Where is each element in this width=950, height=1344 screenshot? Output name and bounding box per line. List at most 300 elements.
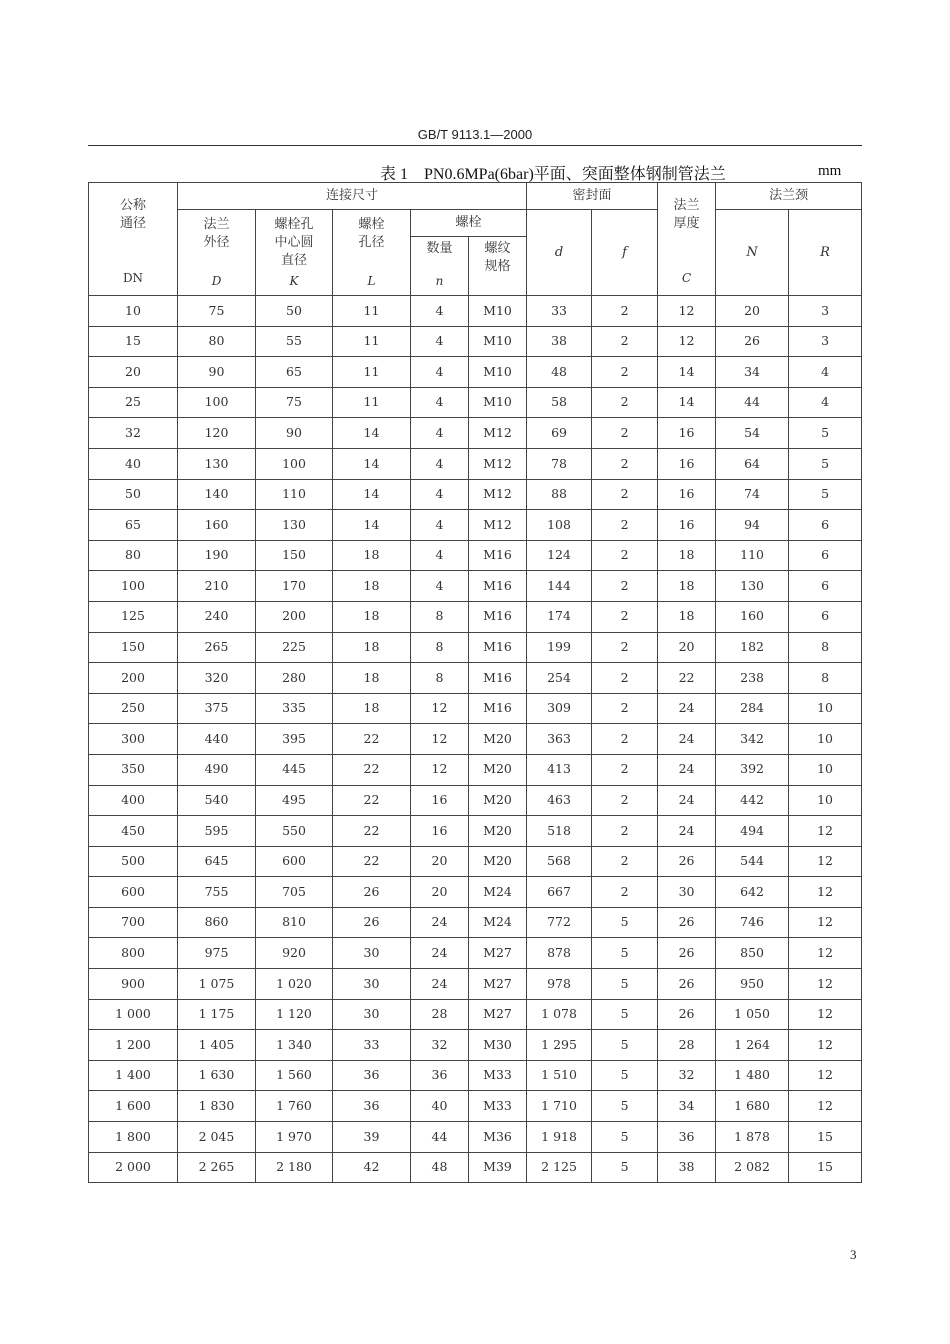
cell-dn: 100 bbox=[89, 571, 178, 602]
page-number: 3 bbox=[850, 1247, 857, 1262]
table-row bbox=[89, 1122, 862, 1153]
cell-bolt-circle: 150 bbox=[256, 540, 333, 571]
cell-bolt-circle: 395 bbox=[256, 724, 333, 755]
cell-bolt-thread: M10 bbox=[469, 357, 527, 388]
cell-dn: 600 bbox=[89, 877, 178, 908]
table-row bbox=[89, 448, 862, 479]
cell-neck-n: 130 bbox=[716, 571, 789, 602]
table-row bbox=[89, 1091, 862, 1122]
cell-seal-d: 108 bbox=[527, 510, 592, 541]
cell-dn: 300 bbox=[89, 724, 178, 755]
cell-neck-n: 1 264 bbox=[716, 1030, 789, 1061]
cell-bolt-hole: 11 bbox=[333, 296, 411, 327]
cell-dn: 1 800 bbox=[89, 1122, 178, 1153]
cell-flange-thickness: 16 bbox=[658, 418, 716, 449]
cell-flange-od: 490 bbox=[178, 754, 256, 785]
cell-seal-d: 88 bbox=[527, 479, 592, 510]
cell-bolt-qty: 4 bbox=[411, 571, 469, 602]
cell-bolt-hole: 11 bbox=[333, 357, 411, 388]
cell-flange-thickness: 26 bbox=[658, 907, 716, 938]
cell-neck-r: 12 bbox=[789, 999, 862, 1030]
cell-neck-n: 34 bbox=[716, 357, 789, 388]
cell-bolt-thread: M12 bbox=[469, 448, 527, 479]
cell-neck-r: 6 bbox=[789, 601, 862, 632]
cell-neck-r: 10 bbox=[789, 754, 862, 785]
table-row bbox=[89, 1030, 862, 1061]
cell-flange-thickness: 16 bbox=[658, 448, 716, 479]
header-connection-dims: 连接尺寸 bbox=[178, 183, 527, 210]
cell-bolt-thread: M20 bbox=[469, 754, 527, 785]
cell-seal-d: 772 bbox=[527, 907, 592, 938]
cell-flange-thickness: 16 bbox=[658, 510, 716, 541]
cell-flange-od: 2 265 bbox=[178, 1152, 256, 1183]
cell-bolt-circle: 110 bbox=[256, 479, 333, 510]
cell-bolt-circle: 600 bbox=[256, 846, 333, 877]
cell-neck-n: 392 bbox=[716, 754, 789, 785]
cell-seal-d: 1 918 bbox=[527, 1122, 592, 1153]
cell-dn: 2 000 bbox=[89, 1152, 178, 1183]
cell-bolt-circle: 1 970 bbox=[256, 1122, 333, 1153]
cell-seal-d: 363 bbox=[527, 724, 592, 755]
cell-bolt-qty: 16 bbox=[411, 816, 469, 847]
cell-bolt-circle: 75 bbox=[256, 387, 333, 418]
cell-flange-od: 130 bbox=[178, 448, 256, 479]
cell-bolt-thread: M16 bbox=[469, 571, 527, 602]
cell-flange-thickness: 30 bbox=[658, 877, 716, 908]
header-bolt: 螺栓 bbox=[411, 210, 527, 237]
cell-dn: 10 bbox=[89, 296, 178, 327]
table-row bbox=[89, 877, 862, 908]
cell-dn: 25 bbox=[89, 387, 178, 418]
cell-dn: 1 000 bbox=[89, 999, 178, 1030]
cell-bolt-qty: 20 bbox=[411, 846, 469, 877]
cell-flange-thickness: 18 bbox=[658, 571, 716, 602]
cell-neck-n: 160 bbox=[716, 601, 789, 632]
cell-neck-r: 6 bbox=[789, 571, 862, 602]
cell-bolt-hole: 14 bbox=[333, 448, 411, 479]
cell-bolt-qty: 24 bbox=[411, 969, 469, 1000]
cell-seal-d: 144 bbox=[527, 571, 592, 602]
cell-flange-thickness: 12 bbox=[658, 296, 716, 327]
cell-bolt-qty: 20 bbox=[411, 877, 469, 908]
cell-neck-r: 12 bbox=[789, 1030, 862, 1061]
cell-seal-f: 2 bbox=[592, 571, 658, 602]
header-bolt-thread-label: 螺纹 规格 bbox=[484, 241, 511, 274]
table-row bbox=[89, 326, 862, 357]
cell-dn: 350 bbox=[89, 754, 178, 785]
cell-neck-r: 5 bbox=[789, 418, 862, 449]
cell-dn: 700 bbox=[89, 907, 178, 938]
cell-flange-od: 75 bbox=[178, 296, 256, 327]
cell-neck-n: 1 878 bbox=[716, 1122, 789, 1153]
cell-neck-n: 74 bbox=[716, 479, 789, 510]
cell-bolt-hole: 18 bbox=[333, 601, 411, 632]
cell-bolt-circle: 65 bbox=[256, 357, 333, 388]
cell-bolt-circle: 2 180 bbox=[256, 1152, 333, 1183]
cell-bolt-qty: 48 bbox=[411, 1152, 469, 1183]
cell-seal-d: 38 bbox=[527, 326, 592, 357]
cell-neck-n: 1 680 bbox=[716, 1091, 789, 1122]
cell-neck-r: 12 bbox=[789, 938, 862, 969]
cell-neck-r: 12 bbox=[789, 877, 862, 908]
table-row bbox=[89, 816, 862, 847]
cell-bolt-circle: 170 bbox=[256, 571, 333, 602]
cell-seal-d: 1 710 bbox=[527, 1091, 592, 1122]
cell-seal-d: 174 bbox=[527, 601, 592, 632]
header-flange-thickness-symbol: C bbox=[681, 271, 692, 285]
cell-bolt-thread: M36 bbox=[469, 1122, 527, 1153]
table-row bbox=[89, 418, 862, 449]
header-bolt-hole-symbol: L bbox=[367, 273, 376, 288]
table-row bbox=[89, 999, 862, 1030]
cell-bolt-qty: 12 bbox=[411, 754, 469, 785]
cell-bolt-thread: M16 bbox=[469, 601, 527, 632]
cell-neck-n: 544 bbox=[716, 846, 789, 877]
cell-bolt-thread: M10 bbox=[469, 326, 527, 357]
cell-bolt-hole: 11 bbox=[333, 387, 411, 418]
cell-flange-od: 240 bbox=[178, 601, 256, 632]
cell-seal-d: 568 bbox=[527, 846, 592, 877]
cell-bolt-thread: M24 bbox=[469, 907, 527, 938]
cell-flange-thickness: 14 bbox=[658, 387, 716, 418]
cell-flange-thickness: 32 bbox=[658, 1060, 716, 1091]
cell-bolt-circle: 445 bbox=[256, 754, 333, 785]
cell-bolt-hole: 36 bbox=[333, 1091, 411, 1122]
table-row bbox=[89, 907, 862, 938]
cell-neck-n: 2 082 bbox=[716, 1152, 789, 1183]
cell-seal-d: 33 bbox=[527, 296, 592, 327]
cell-dn: 65 bbox=[89, 510, 178, 541]
cell-flange-od: 80 bbox=[178, 326, 256, 357]
table-caption-unit: mm bbox=[818, 163, 842, 179]
header-flange-neck: 法兰颈 bbox=[716, 183, 862, 210]
cell-seal-d: 878 bbox=[527, 938, 592, 969]
header-nominal-size-label: 公称 通径 bbox=[119, 198, 146, 231]
cell-neck-r: 6 bbox=[789, 540, 862, 571]
cell-seal-f: 2 bbox=[592, 724, 658, 755]
cell-flange-od: 755 bbox=[178, 877, 256, 908]
cell-seal-d: 1 295 bbox=[527, 1030, 592, 1061]
table-row bbox=[89, 1152, 862, 1183]
cell-seal-f: 2 bbox=[592, 754, 658, 785]
cell-bolt-hole: 22 bbox=[333, 754, 411, 785]
cell-seal-f: 5 bbox=[592, 1030, 658, 1061]
cell-flange-thickness: 24 bbox=[658, 724, 716, 755]
cell-dn: 500 bbox=[89, 846, 178, 877]
cell-bolt-qty: 4 bbox=[411, 479, 469, 510]
cell-bolt-hole: 18 bbox=[333, 632, 411, 663]
cell-neck-r: 3 bbox=[789, 326, 862, 357]
cell-bolt-thread: M12 bbox=[469, 510, 527, 541]
cell-bolt-thread: M16 bbox=[469, 693, 527, 724]
header-bolt-thread bbox=[469, 237, 527, 296]
cell-neck-n: 1 050 bbox=[716, 999, 789, 1030]
cell-bolt-qty: 4 bbox=[411, 296, 469, 327]
cell-dn: 32 bbox=[89, 418, 178, 449]
cell-bolt-thread: M33 bbox=[469, 1060, 527, 1091]
cell-dn: 200 bbox=[89, 663, 178, 694]
cell-neck-r: 6 bbox=[789, 510, 862, 541]
cell-seal-f: 5 bbox=[592, 938, 658, 969]
header-flange-od-label: 法兰 外径 bbox=[203, 216, 230, 250]
cell-bolt-qty: 4 bbox=[411, 387, 469, 418]
cell-neck-r: 10 bbox=[789, 724, 862, 755]
cell-neck-n: 54 bbox=[716, 418, 789, 449]
cell-neck-r: 4 bbox=[789, 387, 862, 418]
cell-neck-n: 26 bbox=[716, 326, 789, 357]
table-row bbox=[89, 693, 862, 724]
header-bolt-circle-label: 螺栓孔 中心圆 直径 bbox=[274, 216, 314, 268]
cell-seal-d: 518 bbox=[527, 816, 592, 847]
cell-bolt-qty: 24 bbox=[411, 907, 469, 938]
cell-bolt-qty: 8 bbox=[411, 663, 469, 694]
cell-flange-thickness: 28 bbox=[658, 1030, 716, 1061]
cell-seal-d: 69 bbox=[527, 418, 592, 449]
cell-dn: 1 400 bbox=[89, 1060, 178, 1091]
cell-seal-f: 2 bbox=[592, 479, 658, 510]
cell-bolt-thread: M10 bbox=[469, 387, 527, 418]
cell-seal-d: 48 bbox=[527, 357, 592, 388]
cell-bolt-circle: 1 120 bbox=[256, 999, 333, 1030]
cell-bolt-qty: 4 bbox=[411, 418, 469, 449]
cell-flange-thickness: 26 bbox=[658, 969, 716, 1000]
cell-bolt-qty: 44 bbox=[411, 1122, 469, 1153]
table-row bbox=[89, 357, 862, 388]
cell-bolt-hole: 18 bbox=[333, 693, 411, 724]
cell-bolt-hole: 22 bbox=[333, 846, 411, 877]
cell-flange-thickness: 24 bbox=[658, 816, 716, 847]
cell-dn: 125 bbox=[89, 601, 178, 632]
document-standard-code: GB/T 9113.1—2000 bbox=[417, 127, 533, 142]
cell-neck-r: 3 bbox=[789, 296, 862, 327]
table-row bbox=[89, 785, 862, 816]
table-row bbox=[89, 724, 862, 755]
cell-flange-thickness: 22 bbox=[658, 663, 716, 694]
header-bolt-circle bbox=[256, 210, 333, 296]
cell-bolt-hole: 22 bbox=[333, 785, 411, 816]
cell-seal-f: 2 bbox=[592, 846, 658, 877]
cell-neck-n: 1 480 bbox=[716, 1060, 789, 1091]
cell-dn: 1 600 bbox=[89, 1091, 178, 1122]
table-row bbox=[89, 387, 862, 418]
cell-flange-od: 1 405 bbox=[178, 1030, 256, 1061]
cell-neck-n: 44 bbox=[716, 387, 789, 418]
cell-flange-thickness: 36 bbox=[658, 1122, 716, 1153]
cell-bolt-thread: M12 bbox=[469, 479, 527, 510]
cell-bolt-hole: 18 bbox=[333, 540, 411, 571]
cell-bolt-thread: M16 bbox=[469, 632, 527, 663]
cell-seal-f: 2 bbox=[592, 601, 658, 632]
cell-flange-od: 1 075 bbox=[178, 969, 256, 1000]
header-flange-od bbox=[178, 210, 256, 296]
cell-bolt-hole: 14 bbox=[333, 418, 411, 449]
header-flange-od-symbol: D bbox=[211, 273, 222, 288]
cell-flange-od: 975 bbox=[178, 938, 256, 969]
cell-flange-od: 1 175 bbox=[178, 999, 256, 1030]
cell-seal-d: 58 bbox=[527, 387, 592, 418]
cell-bolt-thread: M10 bbox=[469, 296, 527, 327]
cell-bolt-qty: 4 bbox=[411, 540, 469, 571]
header-nominal-size-symbol: DN bbox=[122, 271, 144, 285]
cell-flange-od: 265 bbox=[178, 632, 256, 663]
header-flange-thickness bbox=[658, 183, 716, 296]
cell-neck-n: 238 bbox=[716, 663, 789, 694]
header-bolt-qty-symbol: n bbox=[435, 274, 444, 288]
cell-flange-thickness: 12 bbox=[658, 326, 716, 357]
cell-bolt-hole: 30 bbox=[333, 938, 411, 969]
header-flange-thickness-label: 法兰 厚度 bbox=[673, 198, 700, 231]
cell-neck-r: 12 bbox=[789, 969, 862, 1000]
cell-seal-f: 2 bbox=[592, 632, 658, 663]
cell-flange-thickness: 14 bbox=[658, 357, 716, 388]
cell-bolt-hole: 30 bbox=[333, 999, 411, 1030]
cell-bolt-qty: 8 bbox=[411, 601, 469, 632]
cell-bolt-hole: 14 bbox=[333, 510, 411, 541]
cell-dn: 450 bbox=[89, 816, 178, 847]
cell-seal-d: 199 bbox=[527, 632, 592, 663]
cell-bolt-thread: M20 bbox=[469, 724, 527, 755]
header-nominal-size bbox=[89, 183, 178, 296]
cell-neck-r: 10 bbox=[789, 785, 862, 816]
cell-seal-f: 2 bbox=[592, 448, 658, 479]
cell-neck-r: 12 bbox=[789, 816, 862, 847]
cell-neck-r: 5 bbox=[789, 479, 862, 510]
header-bolt-qty bbox=[411, 237, 469, 296]
cell-flange-od: 1 630 bbox=[178, 1060, 256, 1091]
cell-flange-od: 140 bbox=[178, 479, 256, 510]
cell-bolt-hole: 11 bbox=[333, 326, 411, 357]
cell-bolt-circle: 1 560 bbox=[256, 1060, 333, 1091]
cell-dn: 50 bbox=[89, 479, 178, 510]
cell-bolt-thread: M20 bbox=[469, 785, 527, 816]
cell-seal-f: 2 bbox=[592, 877, 658, 908]
cell-flange-od: 100 bbox=[178, 387, 256, 418]
header-seal-d: d bbox=[527, 210, 592, 296]
cell-dn: 40 bbox=[89, 448, 178, 479]
cell-bolt-circle: 225 bbox=[256, 632, 333, 663]
cell-flange-thickness: 26 bbox=[658, 999, 716, 1030]
cell-flange-thickness: 16 bbox=[658, 479, 716, 510]
table-row bbox=[89, 754, 862, 785]
cell-seal-d: 463 bbox=[527, 785, 592, 816]
cell-bolt-circle: 705 bbox=[256, 877, 333, 908]
cell-bolt-hole: 18 bbox=[333, 571, 411, 602]
cell-neck-r: 4 bbox=[789, 357, 862, 388]
cell-bolt-hole: 39 bbox=[333, 1122, 411, 1153]
cell-bolt-thread: M27 bbox=[469, 969, 527, 1000]
cell-seal-f: 2 bbox=[592, 387, 658, 418]
cell-neck-r: 12 bbox=[789, 1091, 862, 1122]
cell-bolt-thread: M27 bbox=[469, 999, 527, 1030]
cell-seal-f: 5 bbox=[592, 1152, 658, 1183]
table-row bbox=[89, 540, 862, 571]
cell-seal-d: 254 bbox=[527, 663, 592, 694]
header-bolt-qty-label: 数量 bbox=[426, 241, 453, 256]
cell-seal-d: 978 bbox=[527, 969, 592, 1000]
cell-bolt-hole: 36 bbox=[333, 1060, 411, 1091]
cell-neck-n: 94 bbox=[716, 510, 789, 541]
cell-neck-r: 12 bbox=[789, 907, 862, 938]
cell-seal-d: 2 125 bbox=[527, 1152, 592, 1183]
cell-bolt-qty: 24 bbox=[411, 938, 469, 969]
cell-neck-n: 642 bbox=[716, 877, 789, 908]
cell-bolt-qty: 28 bbox=[411, 999, 469, 1030]
cell-bolt-circle: 200 bbox=[256, 601, 333, 632]
cell-neck-r: 10 bbox=[789, 693, 862, 724]
cell-neck-r: 8 bbox=[789, 663, 862, 694]
header-neck-r: R bbox=[789, 210, 862, 296]
cell-seal-f: 5 bbox=[592, 969, 658, 1000]
cell-seal-f: 2 bbox=[592, 540, 658, 571]
cell-flange-od: 595 bbox=[178, 816, 256, 847]
header-bolt-hole-label: 螺栓 孔径 bbox=[358, 216, 385, 250]
cell-bolt-hole: 26 bbox=[333, 907, 411, 938]
cell-flange-thickness: 18 bbox=[658, 601, 716, 632]
cell-dn: 15 bbox=[89, 326, 178, 357]
cell-bolt-qty: 4 bbox=[411, 326, 469, 357]
cell-seal-d: 1 078 bbox=[527, 999, 592, 1030]
cell-bolt-thread: M24 bbox=[469, 877, 527, 908]
cell-bolt-circle: 55 bbox=[256, 326, 333, 357]
cell-flange-od: 120 bbox=[178, 418, 256, 449]
cell-bolt-thread: M16 bbox=[469, 540, 527, 571]
cell-bolt-thread: M12 bbox=[469, 418, 527, 449]
cell-flange-od: 860 bbox=[178, 907, 256, 938]
cell-neck-n: 746 bbox=[716, 907, 789, 938]
table-row bbox=[89, 296, 862, 327]
cell-flange-thickness: 18 bbox=[658, 540, 716, 571]
cell-seal-f: 2 bbox=[592, 357, 658, 388]
cell-flange-od: 190 bbox=[178, 540, 256, 571]
header-bolt-hole bbox=[333, 210, 411, 296]
cell-bolt-qty: 16 bbox=[411, 785, 469, 816]
cell-flange-thickness: 34 bbox=[658, 1091, 716, 1122]
cell-bolt-hole: 22 bbox=[333, 724, 411, 755]
cell-seal-f: 2 bbox=[592, 510, 658, 541]
cell-bolt-qty: 12 bbox=[411, 724, 469, 755]
cell-bolt-hole: 22 bbox=[333, 816, 411, 847]
cell-bolt-circle: 495 bbox=[256, 785, 333, 816]
table-row bbox=[89, 1060, 862, 1091]
cell-flange-od: 160 bbox=[178, 510, 256, 541]
cell-neck-r: 5 bbox=[789, 448, 862, 479]
table-caption-title: 表 1 PN0.6MPa(6bar)平面、突面整体钢制管法兰 bbox=[380, 166, 726, 183]
cell-bolt-thread: M16 bbox=[469, 663, 527, 694]
cell-bolt-thread: M33 bbox=[469, 1091, 527, 1122]
cell-bolt-circle: 920 bbox=[256, 938, 333, 969]
cell-seal-f: 2 bbox=[592, 296, 658, 327]
cell-flange-thickness: 26 bbox=[658, 846, 716, 877]
cell-bolt-circle: 1 020 bbox=[256, 969, 333, 1000]
cell-bolt-circle: 335 bbox=[256, 693, 333, 724]
cell-bolt-hole: 30 bbox=[333, 969, 411, 1000]
cell-seal-d: 78 bbox=[527, 448, 592, 479]
cell-bolt-hole: 33 bbox=[333, 1030, 411, 1061]
cell-bolt-qty: 4 bbox=[411, 510, 469, 541]
cell-dn: 150 bbox=[89, 632, 178, 663]
cell-bolt-circle: 130 bbox=[256, 510, 333, 541]
table-body bbox=[89, 296, 862, 1183]
header-divider bbox=[88, 145, 862, 146]
cell-bolt-circle: 50 bbox=[256, 296, 333, 327]
cell-flange-thickness: 38 bbox=[658, 1152, 716, 1183]
cell-flange-od: 320 bbox=[178, 663, 256, 694]
cell-seal-d: 667 bbox=[527, 877, 592, 908]
cell-neck-n: 284 bbox=[716, 693, 789, 724]
cell-bolt-circle: 90 bbox=[256, 418, 333, 449]
cell-seal-f: 2 bbox=[592, 663, 658, 694]
cell-bolt-circle: 1 340 bbox=[256, 1030, 333, 1061]
